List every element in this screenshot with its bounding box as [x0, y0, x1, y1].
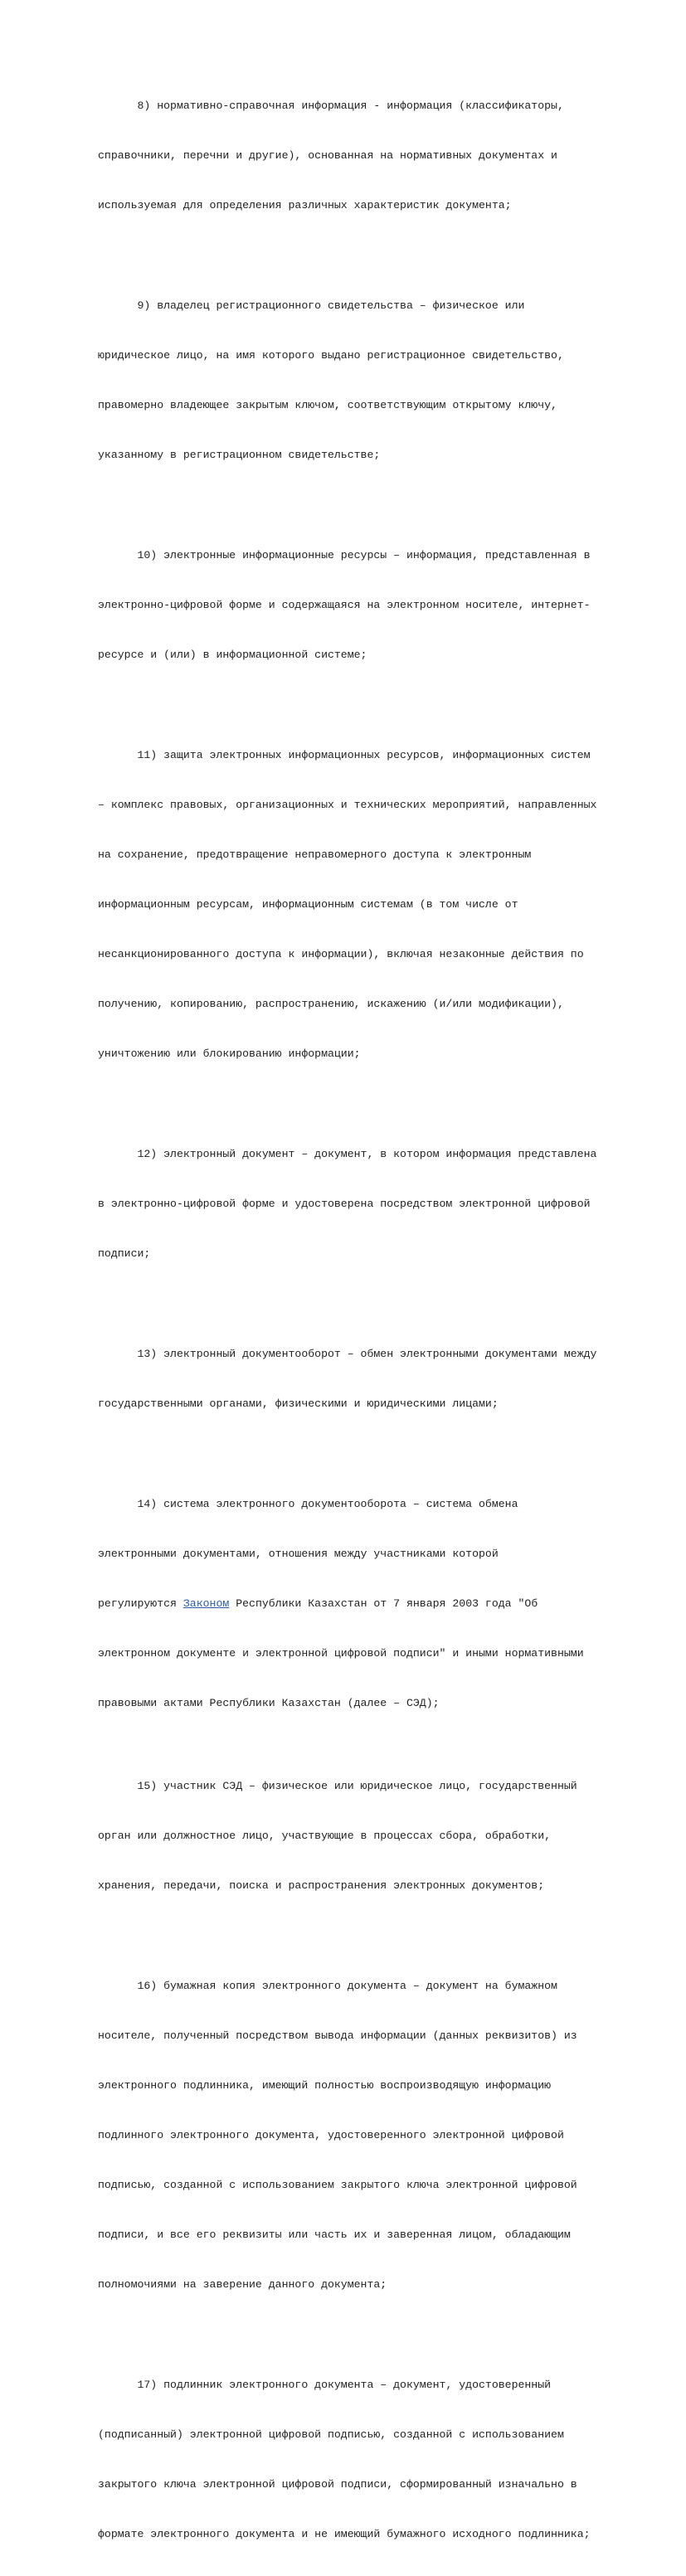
text-line: – комплекс правовых, организационных и технических мероприятий, направленных — [98, 799, 597, 811]
text-line: справочники, перечни и другие), основанная на нормативных документах и — [98, 149, 557, 162]
text-line: ресурсе и (или) в информационной системе; — [98, 649, 367, 661]
document-page — [98, 65, 645, 2576]
paragraph-13 — [98, 1313, 645, 1446]
text-line: орган или должностное лицо, участвующие в процессах сбора, обработки, — [98, 1830, 552, 1842]
paragraph-17 — [98, 2344, 645, 2576]
paragraph-16 — [98, 1945, 645, 2326]
text-line: электронно-цифровой форме и содержащаяся на электронном носителе, интернет- — [98, 599, 591, 611]
text-line: 8) нормативно-справочная информация - информация (классификаторы, — [98, 100, 564, 112]
text-line: 9) владелец регистрационного свидетельства – физическое или — [98, 299, 525, 312]
text-line: полномочиями на заверение данного документа; — [98, 2278, 387, 2291]
paragraph-11 — [98, 714, 645, 1096]
text-line: (подписанный) электронной цифровой подписью, созданной с использованием — [98, 2428, 564, 2441]
text-line: используемая для определения различных характеристик документа; — [98, 199, 512, 211]
text-line: получению, копированию, распространению, искажению (и/или модификации), — [98, 998, 564, 1010]
paragraph-9 — [98, 265, 645, 497]
text-line: электронными документами, отношения между участниками которой — [98, 1548, 499, 1560]
text-line-with-link — [98, 1596, 645, 1612]
text-line: несанкционированного доступа к информации), включая незаконные действия по — [98, 948, 584, 960]
text-line: подписи, и все его реквизиты или часть их и заверенная лицом, обладающим — [98, 2228, 571, 2241]
text-line: электронном документе и электронной цифровой подписи" и иными нормативными — [98, 1647, 584, 1660]
text-line: юридическое лицо, на имя которого выдано регистрационное свидетельство, — [98, 349, 564, 362]
text-line: 15) участник СЭД – физическое или юридическое лицо, государственный — [98, 1780, 577, 1792]
text-segment: регулируются — [98, 1597, 183, 1610]
text-line: правомерно владеющее закрытым ключом, соответствующим открытому ключу, — [98, 399, 557, 411]
text-line: 13) электронный документооборот – обмен электронными документами между — [98, 1348, 597, 1360]
text-line: правовыми актами Республики Казахстан (далее – СЭД); — [98, 1697, 440, 1709]
paragraph-15 — [98, 1745, 645, 1927]
text-line: 17) подлинник электронного документа – документ, удостоверенный — [98, 2379, 552, 2391]
text-line: информационным ресурсам, информационным системам (в том числе от — [98, 898, 518, 911]
text-line: указанному в регистрационном свидетельстве; — [98, 449, 381, 461]
text-line: формате электронного документа и не имеющий бумажного исходного подлинника; — [98, 2528, 591, 2540]
text-line: на сохранение, предотвращение неправомерного доступа к электронным — [98, 848, 532, 861]
text-line: электронного подлинника, имеющий полностью воспроизводящую информацию — [98, 2079, 552, 2092]
text-line: хранения, передачи, поиска и распространения электронных документов; — [98, 1879, 545, 1892]
paragraph-8 — [98, 65, 645, 247]
text-line: носителе, полученный посредством вывода информации (данных реквизитов) из — [98, 2029, 577, 2042]
text-line: 11) защита электронных информационных ресурсов, информационных систем — [98, 749, 591, 761]
text-segment: Республики Казахстан от 7 января 2003 года "Об — [229, 1597, 538, 1610]
text-line: 16) бумажная копия электронного документа – документ на бумажном — [98, 1980, 557, 1992]
text-line: 12) электронный документ – документ, в котором информация представлена — [98, 1148, 597, 1160]
paragraph-14 — [98, 1463, 645, 1745]
text-line: в электронно-цифровой форме и удостоверена посредством электронной цифровой — [98, 1198, 591, 1210]
text-line: уничтожению или блокированию информации; — [98, 1047, 361, 1060]
paragraph-10 — [98, 514, 645, 697]
text-line: подписью, созданной с использованием закрытого ключа электронной цифровой — [98, 2179, 577, 2191]
text-line: подлинного электронного документа, удостоверенного электронной цифровой — [98, 2129, 564, 2141]
text-line: закрытого ключа электронной цифровой подписи, сформированный изначально в — [98, 2478, 577, 2491]
text-line: государственными органами, физическими и юридическими лицами; — [98, 1397, 499, 1410]
text-line: 14) система электронного документооборота – система обмена — [98, 1498, 518, 1510]
text-line: 10) электронные информационные ресурсы – информация, представленная в — [98, 549, 591, 561]
text-line: подписи; — [98, 1247, 151, 1260]
paragraph-12 — [98, 1113, 645, 1295]
law-link[interactable]: Законом — [182, 1597, 230, 1610]
